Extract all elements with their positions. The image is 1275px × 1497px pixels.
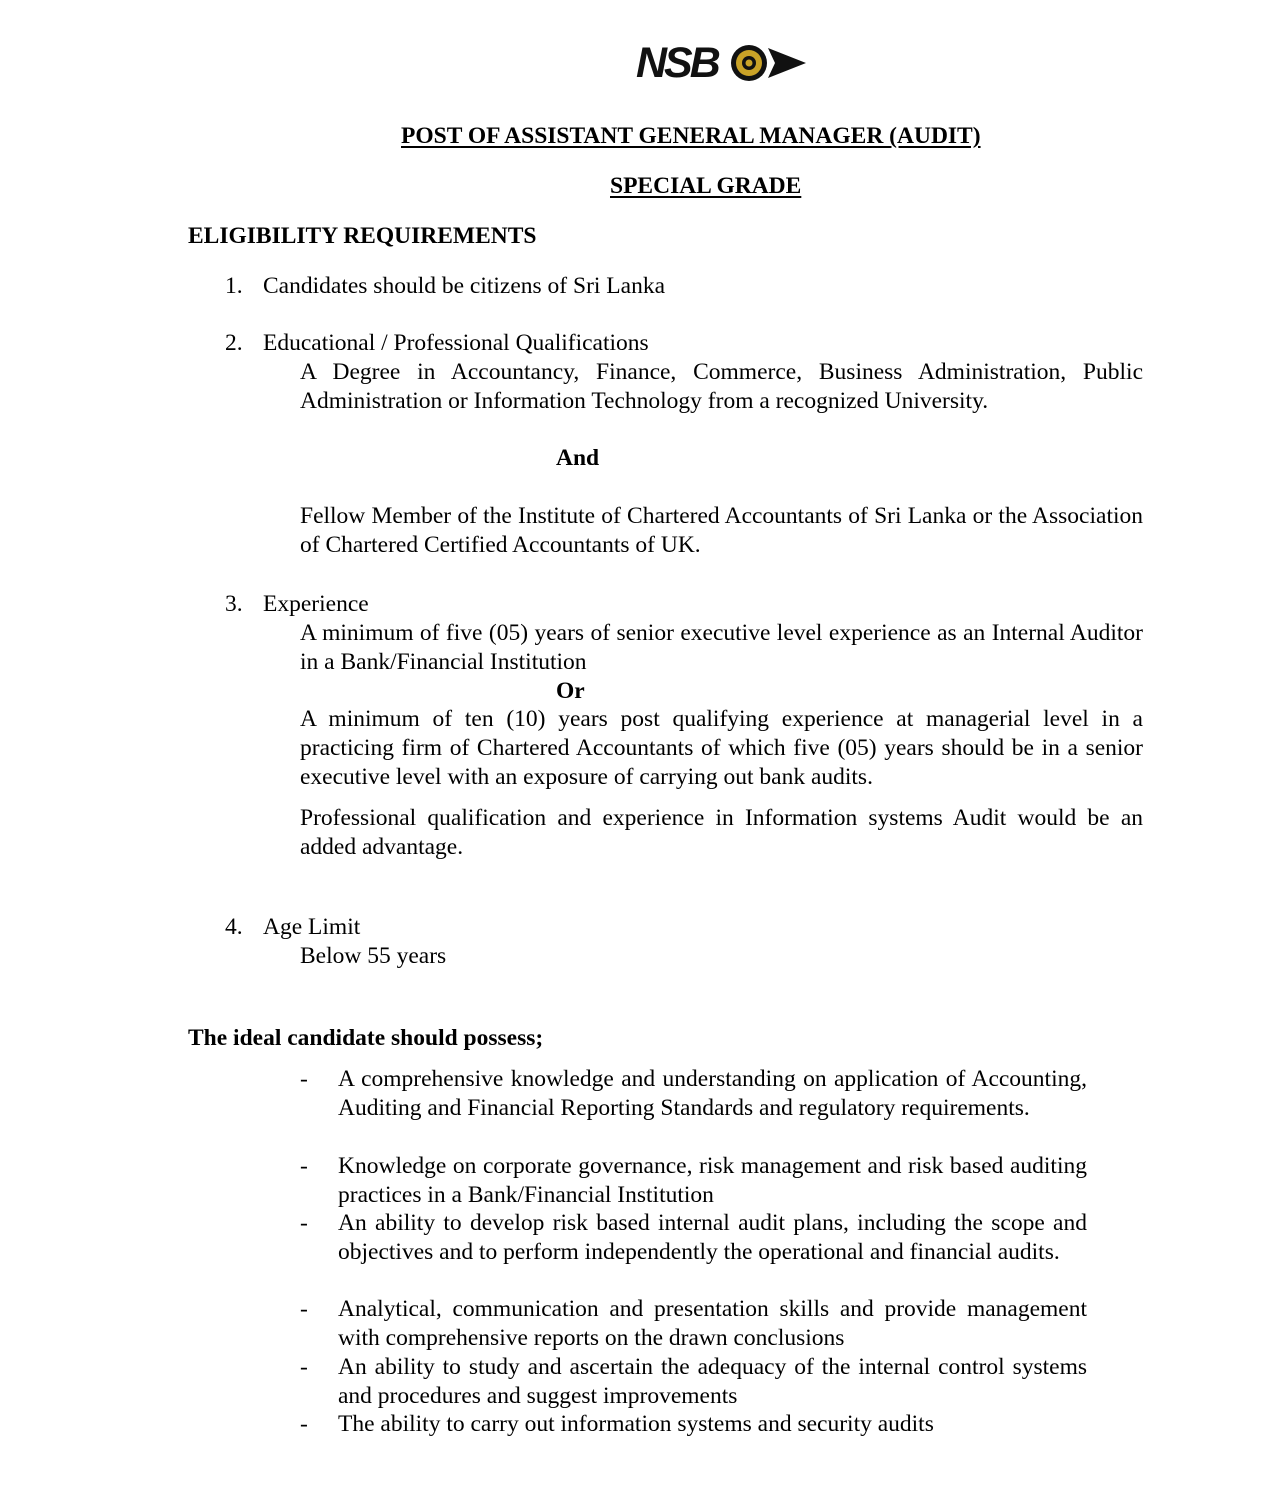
experience-option-2: A minimum of ten (10) years post qualifying experience at managerial level in a practicing firm of Chartered Accountants of which five (05) years should be in a senior executive level with an exposure of carrying out bank audits. [300, 706, 1143, 790]
item-number: 2. [225, 330, 243, 356]
degree-requirement: A Degree in Accountancy, Finance, Commerce, Business Administration, Public Administration or Information Technology from a recognized University. [300, 359, 1143, 414]
logo-text: NSB [636, 39, 718, 87]
item-number: 4. [225, 914, 243, 940]
qualifications-label: Educational / Professional Qualifications [263, 330, 649, 356]
age-limit-value: Below 55 years [300, 943, 447, 969]
page-title: POST OF ASSISTANT GENERAL MANAGER (AUDIT) [401, 123, 981, 149]
bullet-dash: - [300, 1411, 308, 1437]
bullet-dash: - [300, 1296, 308, 1322]
bullet-dash: - [300, 1354, 308, 1380]
list-item: An ability to study and ascertain the adequacy of the internal control systems and procedures and suggest improvements [338, 1354, 1087, 1409]
list-item: An ability to develop risk based internal audit plans, including the scope and objectives and to perform independently the operational and financial audits. [338, 1210, 1087, 1265]
added-advantage: Professional qualification and experience in Information systems Audit would be an added advantage. [300, 805, 1143, 860]
membership-requirement: Fellow Member of the Institute of Chartered Accountants of Sri Lanka or the Association of Chartered Certified Accountants of UK. [300, 503, 1143, 558]
item-number: 1. [225, 273, 243, 299]
connector-and: And [556, 445, 600, 471]
bullet-dash: - [300, 1210, 308, 1236]
age-limit-label: Age Limit [263, 914, 361, 940]
list-item: Analytical, communication and presentation skills and provide management with comprehensive reports on the drawn conclusions [338, 1296, 1087, 1351]
ideal-candidate-heading: The ideal candidate should possess; [188, 1025, 544, 1051]
page-subtitle: SPECIAL GRADE [610, 173, 802, 199]
citizenship-requirement: Candidates should be citizens of Sri Lanka [263, 273, 666, 299]
bullet-dash: - [300, 1153, 308, 1179]
list-item: The ability to carry out information systems and security audits [338, 1411, 934, 1437]
experience-label: Experience [263, 591, 369, 617]
list-item: Knowledge on corporate governance, risk management and risk based auditing practices in a Bank/Financial Institution [338, 1153, 1087, 1208]
nsb-logo [636, 40, 808, 86]
bullet-dash: - [300, 1066, 308, 1092]
list-item: A comprehensive knowledge and understanding on application of Accounting, Auditing and Financial Reporting Standards and regulatory requirements. [338, 1066, 1087, 1121]
item-number: 3. [225, 591, 243, 617]
connector-or: Or [556, 678, 585, 704]
nsb-emblem-arrow-icon [728, 43, 808, 85]
eligibility-heading: ELIGIBILITY REQUIREMENTS [188, 223, 537, 249]
experience-option-1: A minimum of five (05) years of senior executive level experience as an Internal Auditor in a Bank/Financial Institution [300, 620, 1143, 675]
